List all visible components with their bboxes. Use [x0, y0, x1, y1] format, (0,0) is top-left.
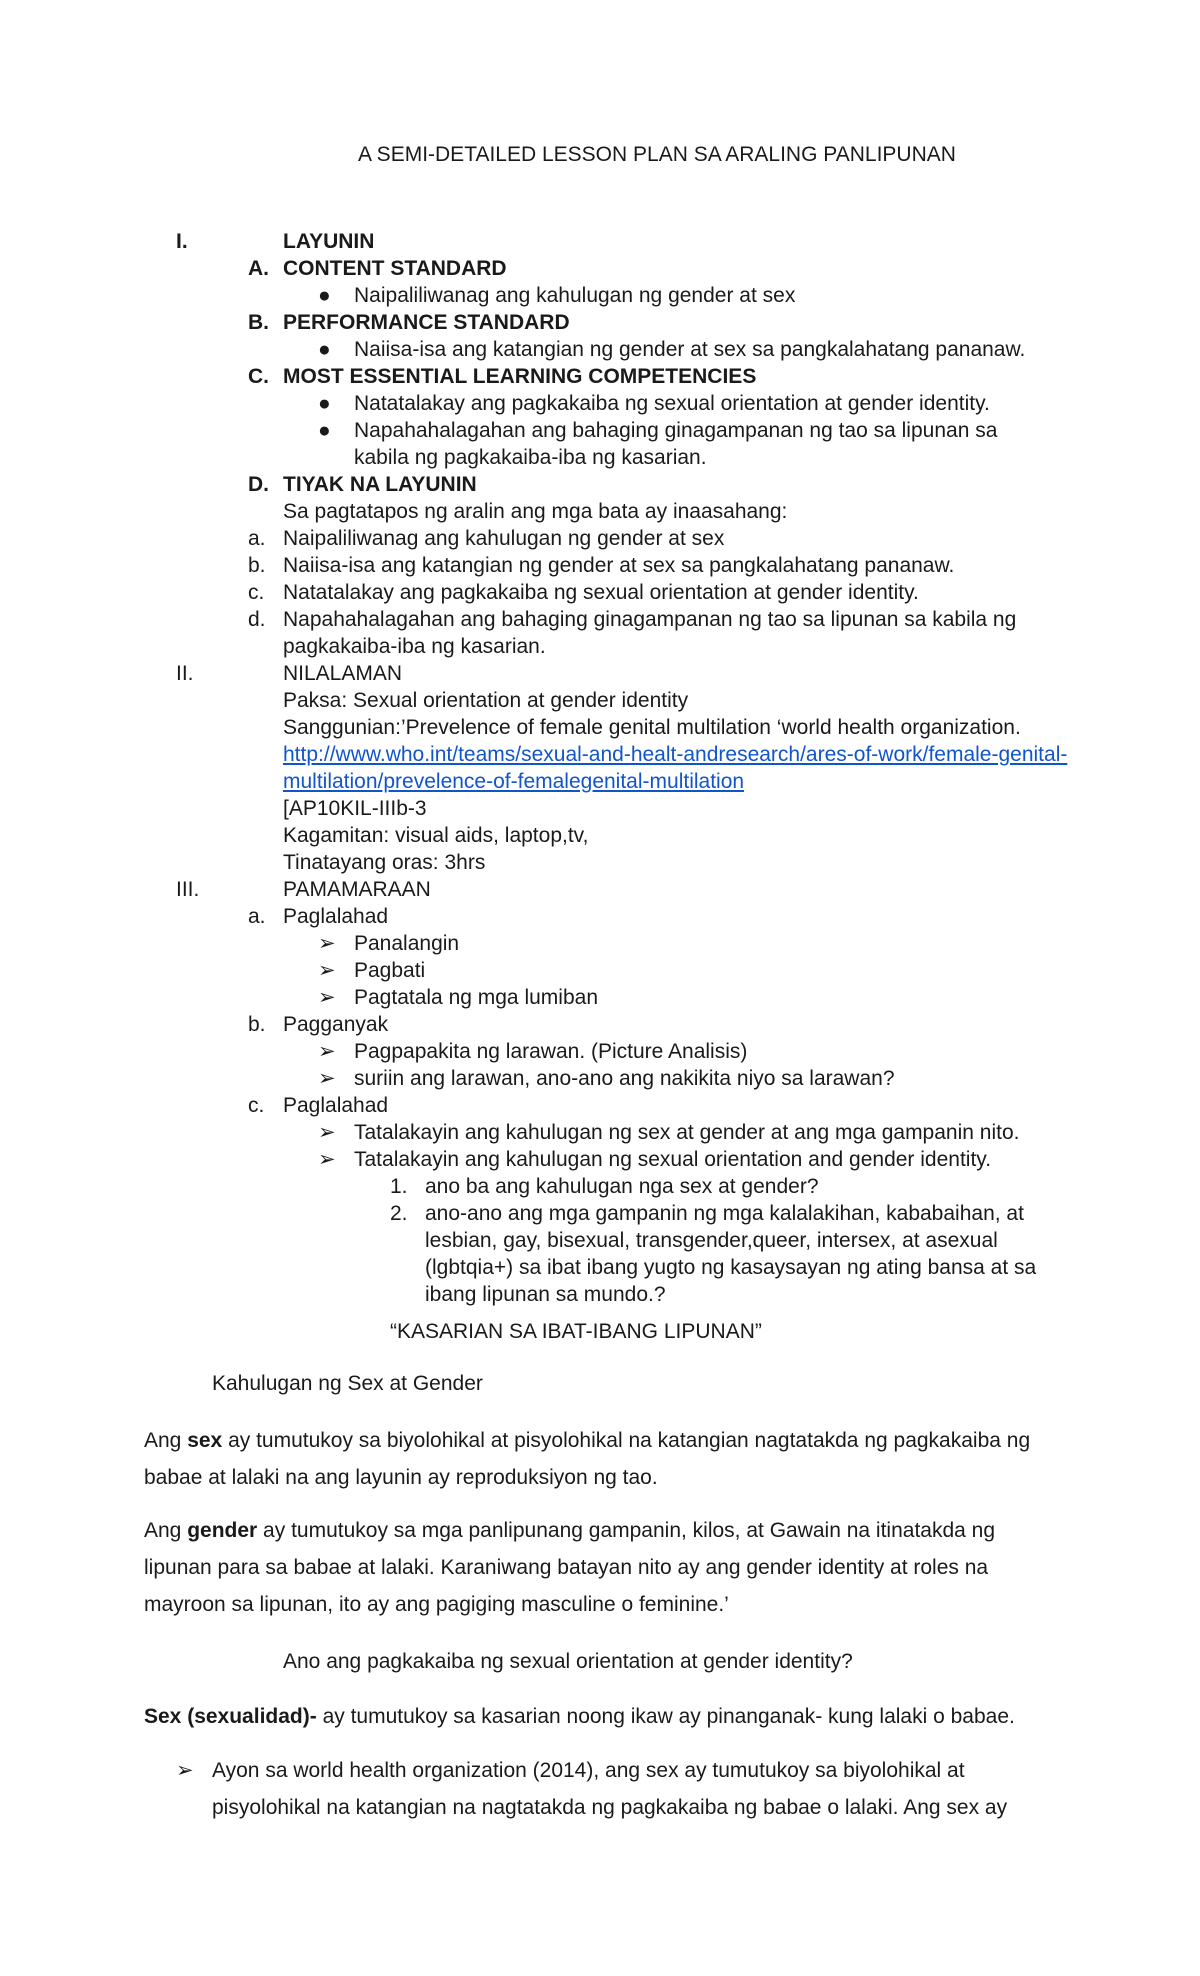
quote-title: “KASARIAN SA IBAT-IBANG LIPUNAN” [390, 1320, 762, 1343]
arrow-bullet-icon: ➢ [318, 986, 336, 1009]
question-text-line: (lgbtqia+) sa ibat ibang yugto ng kasaysayan ng ating bansa at sa [425, 1256, 1037, 1279]
section-2-number: II. [176, 662, 194, 685]
question-text: ano ba ang kahulugan nga sex at gender? [425, 1175, 819, 1198]
gender-definition-line: mayroon sa lipunan, ito ay ang pagiging masculine o feminine.’ [144, 1593, 729, 1616]
procedure-letter: b. [248, 1013, 266, 1036]
bullet-icon: ● [318, 392, 331, 415]
objective-item: Naipaliliwanag ang kahulugan ng gender at sex [283, 527, 725, 550]
procedure-item: Pagtatala ng mga lumiban [354, 986, 598, 1009]
procedure-label: Paglalahad [283, 905, 389, 928]
who-bullet-line: pisyolohikal na katangian na nagtatakda ng pagkakaiba ng babae o lalaki. Ang sex ay [212, 1796, 1008, 1819]
content-standard-text: Naipaliliwanag ang kahulugan ng gender at sex [354, 284, 796, 307]
subsection-a-label: A. [248, 257, 269, 280]
sexualidad-definition [144, 1703, 1015, 1730]
sex-definition-line: babae at lalaki na ang layunin ay reproduksiyon ng tao. [144, 1466, 658, 1489]
who-bullet-paragraph [212, 1752, 1092, 1826]
objective-item-continued: pagkakaiba-iba ng kasarian. [283, 635, 546, 658]
sanggunian: Sanggunian:’Prevelence of female genital multilation ‘world health organization. [283, 716, 1021, 739]
procedure-item: Pagpapakita ng larawan. (Picture Analisis) [354, 1040, 748, 1063]
term-gender: gender [187, 1519, 258, 1542]
objective-item: Napahahalagahan ang bahaging ginagampanan ng tao sa lipunan sa kabila ng [283, 608, 1017, 631]
sexualidad-text: ay tumutukoy sa kasarian noong ikaw ay pinanganak- kung lalaki o babae. [316, 1705, 1015, 1728]
question-number: 1. [390, 1175, 408, 1198]
arrow-bullet-icon: ➢ [176, 1759, 194, 1782]
subsection-d-label: D. [248, 473, 269, 496]
melc-item-2-line-2: kabila ng pagkakaiba-iba ng kasarian. [354, 446, 707, 469]
arrow-bullet-icon: ➢ [318, 932, 336, 955]
gender-definition-line: lipunan para sa babae at lalaki. Karaniwang batayan nito ay ang gender identity at roles na [144, 1556, 989, 1579]
objective-item: Naiisa-isa ang katangian ng gender at sex sa pangkalahatang pananaw. [283, 554, 955, 577]
kagamitan: Kagamitan: visual aids, laptop,tv, [283, 824, 589, 847]
objective-letter: b. [248, 554, 266, 577]
performance-standard-heading: PERFORMANCE STANDARD [283, 311, 570, 334]
arrow-bullet-icon: ➢ [318, 1040, 336, 1063]
sex-definition-paragraph [144, 1422, 1074, 1496]
section-3-heading: PAMAMARAAN [283, 878, 431, 901]
kahulugan-heading: Kahulugan ng Sex at Gender [212, 1372, 483, 1395]
arrow-bullet-icon: ➢ [318, 959, 336, 982]
page-title: A SEMI-DETAILED LESSON PLAN SA ARALING PANLIPUNAN [358, 143, 956, 166]
melc-item-1: Natatalakay ang pagkakaiba ng sexual orientation at gender identity. [354, 392, 990, 415]
subsection-c-label: C. [248, 365, 269, 388]
question-text-line: ano-ano ang mga gampanin ng mga kalalakihan, kababaihan, at [425, 1202, 1024, 1225]
question-number: 2. [390, 1202, 408, 1225]
content-standard-heading: CONTENT STANDARD [283, 257, 507, 280]
reference-link-continued[interactable]: multilation/prevelence-of-femalegenital-multilation [283, 770, 745, 793]
objective-letter: a. [248, 527, 266, 550]
tinatayang-oras: Tinatayang oras: 3hrs [283, 851, 486, 874]
bullet-icon: ● [318, 284, 331, 307]
procedure-label: Paglalahad [283, 1094, 389, 1117]
arrow-bullet-icon: ➢ [318, 1121, 336, 1144]
who-bullet-line: Ayon sa world health organization (2014), ang sex ay tumutukoy sa biyolohikal at [212, 1759, 965, 1782]
procedure-letter: a. [248, 905, 266, 928]
procedure-item: Tatalakayin ang kahulugan ng sexual orientation and gender identity. [354, 1148, 992, 1171]
gender-definition-line: ay tumutukoy sa mga panlipunang gampanin, kilos, at Gawain na itinatakda ng [257, 1519, 996, 1542]
text-ang: Ang [144, 1519, 188, 1542]
procedure-item: Pagbati [354, 959, 426, 982]
subsection-b-label: B. [248, 311, 269, 334]
procedure-item: Panalangin [354, 932, 460, 955]
performance-standard-text: Naiisa-isa ang katangian ng gender at sex sa pangkalahatang pananaw. [354, 338, 1026, 361]
term-sex: sex [187, 1429, 223, 1452]
bullet-icon: ● [318, 338, 331, 361]
tiyak-na-layunin-heading: TIYAK NA LAYUNIN [283, 473, 477, 496]
procedure-letter: c. [248, 1094, 265, 1117]
arrow-bullet-icon: ➢ [318, 1067, 336, 1090]
objective-letter: c. [248, 581, 265, 604]
text-ang: Ang [144, 1429, 188, 1452]
bullet-icon: ● [318, 419, 331, 442]
question-text-line: ibang lipunan sa mundo.? [425, 1283, 666, 1306]
section-1-number: I. [176, 230, 188, 253]
question-text-line: lesbian, gay, bisexual, transgender,queer, intersex, at asexual [425, 1229, 998, 1252]
arrow-bullet-icon: ➢ [318, 1148, 336, 1171]
paksa: Paksa: Sexual orientation at gender identity [283, 689, 689, 712]
term-sexualidad: Sex (sexualidad)- [144, 1705, 317, 1728]
objectives-intro: Sa pagtatapos ng aralin ang mga bata ay inaasahang: [283, 500, 788, 523]
procedure-label: Pagganyak [283, 1013, 389, 1036]
reference-link[interactable]: http://www.who.int/teams/sexual-and-healt-andresearch/ares-of-work/female-genital- [283, 743, 1068, 766]
sex-definition-line: ay tumutukoy sa biyolohikal at pisyolohikal na katangian nagtatakda ng pagkakaiba ng [222, 1429, 1031, 1452]
competency-code: [AP10KIL-IIIb-3 [283, 797, 427, 820]
procedure-item: Tatalakayin ang kahulugan ng sex at gender at ang mga gampanin nito. [354, 1121, 1020, 1144]
objective-letter: d. [248, 608, 266, 631]
section-2-heading: NILALAMAN [283, 662, 403, 685]
melc-item-2-line-1: Napahahalagahan ang bahaging ginagampanan ng tao sa lipunan sa [354, 419, 998, 442]
melc-heading: MOST ESSENTIAL LEARNING COMPETENCIES [283, 365, 757, 388]
section-3-number: III. [176, 878, 200, 901]
question-heading: Ano ang pagkakaiba ng sexual orientation at gender identity? [283, 1650, 853, 1673]
section-1-heading: LAYUNIN [283, 230, 375, 253]
procedure-item: suriin ang larawan, ano-ano ang nakikita niyo sa larawan? [354, 1067, 895, 1090]
gender-definition-paragraph [144, 1512, 1074, 1623]
objective-item: Natatalakay ang pagkakaiba ng sexual orientation at gender identity. [283, 581, 919, 604]
